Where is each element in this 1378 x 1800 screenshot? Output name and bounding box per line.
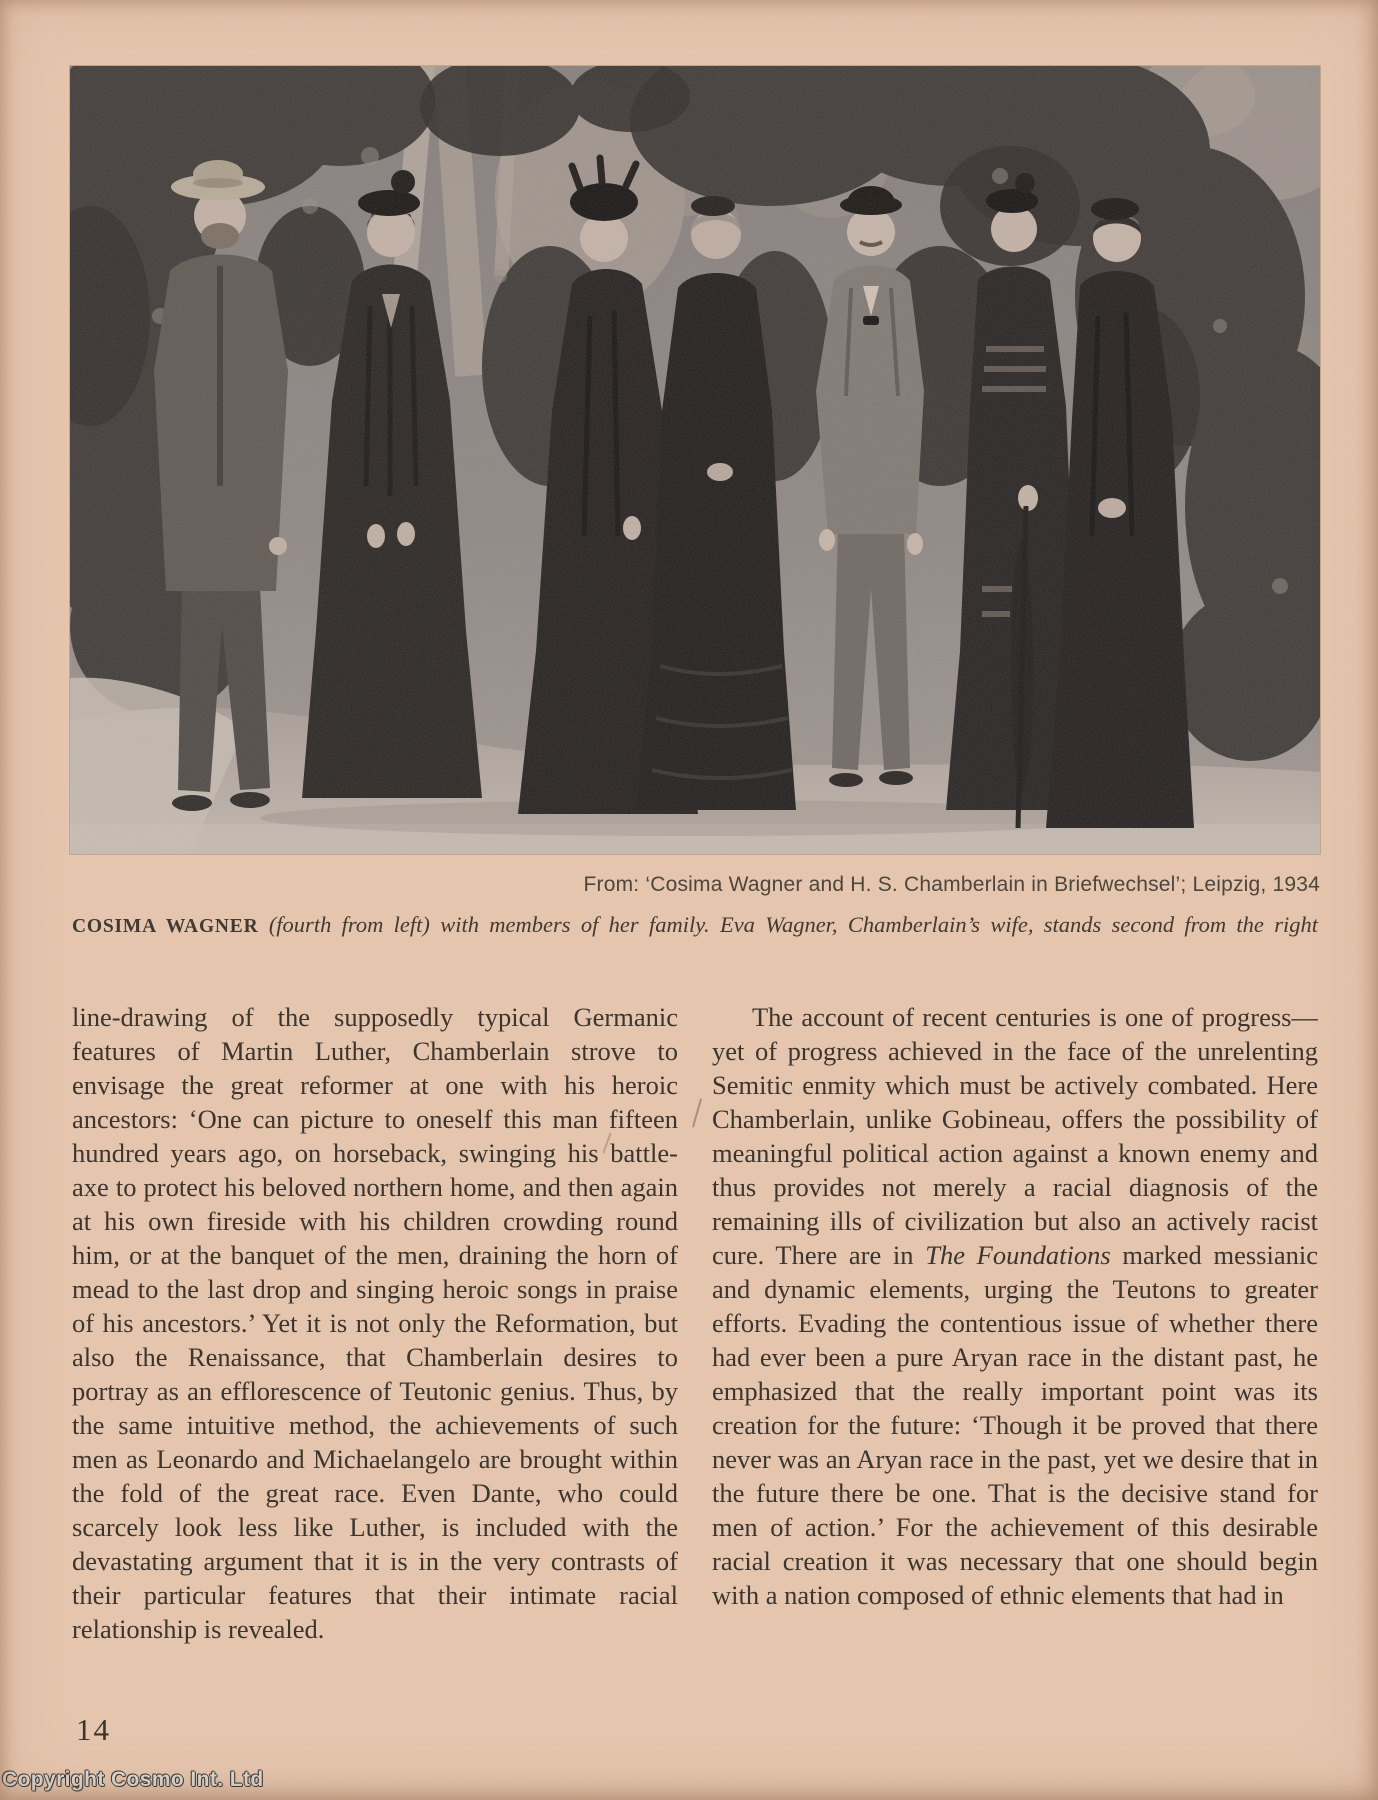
page-number: 14 (76, 1712, 111, 1747)
book-title-italic: The Foundations (925, 1240, 1111, 1270)
copyright-watermark: Copyright Cosmo Int. Ltd (2, 1768, 264, 1791)
right-column (712, 1000, 1318, 1762)
left-column-paragraph: line-drawing of the supposedly typical Germanic features of Martin Luther, Chamberlain strove to envisage the great reformer at one with his heroic ancestors: ‘One can picture to oneself this man fifteen hundred years ago, on horseback, swinging his battle-axe to protect his beloved northern home, and then again at his own fireside with his children crowding round him, or at the banquet of the men, draining the horn of mead to the last drop and singing heroic songs in praise of his ancestors.’ Yet it is not only the Reformation, but also the Renaissance, that Chamberlain desires to portray as an efflorescence of Teutonic genius. Thus, by the same intuitive method, the achievements of such men as Leonardo and Michaelangelo are brought within the fold of the great race. Even Dante, who could scarcely look less like Luther, is included with the devastating argument that it is in the very contrasts of their particular features that their intimate racial relationship is revealed. (72, 1002, 678, 1644)
right-paragraph-text: The account of recent centuries is one of progress—yet of progress achieved in the face of the unrelenting Semitic enmity which must be actively combated. Here Chamberlain, unlike Gobineau, offers the possibility of meaningful political action against a known enemy and thus provides not merely a racial diagnosis of the remaining ills of civilization but also an actively racist cure. There are in (712, 1002, 1318, 1270)
photograph-figure (70, 66, 1320, 854)
caption-subject-name: COSIMA WAGNER (72, 916, 259, 937)
photo-caption (72, 912, 1318, 938)
right-paragraph-text-cont: marked messianic and dynamic elements, urging the Teutons to greater efforts. Evading the contentious issue of whether there had ever been a pure Aryan race in the distant past, he emphasized that the really important point was its creation for the future: ‘Though it be proved that there never was an Aryan race in the past, yet we desire that in the future there be one. That is the decisive stand for men of action.’ For the achievement of this desirable racial creation it was necessary that one should begin with a nation composed of ethnic elements that had in (712, 1240, 1318, 1610)
left-column (72, 1000, 678, 1762)
photo-credit: From: ‘Cosima Wagner and H. S. Chamberlain in Briefwechsel’; Leipzig, 1934 (583, 873, 1320, 896)
group-photograph (70, 66, 1320, 854)
caption-text: (fourth from left) with members of her family. Eva Wagner, Chamberlain’s wife, stands second from the right (258, 912, 1318, 937)
right-column-paragraph (712, 1000, 1318, 1612)
